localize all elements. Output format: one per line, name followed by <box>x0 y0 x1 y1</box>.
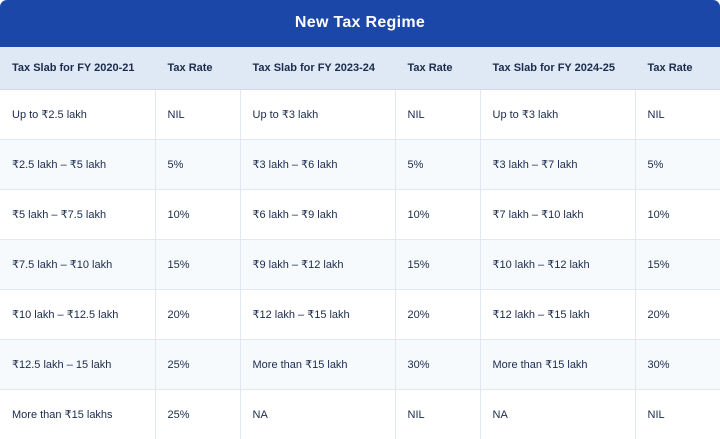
cell-slab-2024-25: ₹12 lakh – ₹15 lakh <box>480 290 635 340</box>
cell-rate-2020-21: 25% <box>155 340 240 390</box>
table-row <box>0 290 720 340</box>
cell-rate-2020-21: 15% <box>155 240 240 290</box>
cell-rate-2024-25: NIL <box>635 90 720 140</box>
column-header-slab-2024-25: Tax Slab for FY 2024-25 <box>480 47 635 90</box>
cell-slab-2020-21: ₹5 lakh – ₹7.5 lakh <box>0 190 155 240</box>
table-body <box>0 90 720 439</box>
cell-slab-2023-24: ₹3 lakh – ₹6 lakh <box>240 140 395 190</box>
cell-rate-2024-25: 20% <box>635 290 720 340</box>
cell-slab-2023-24: ₹6 lakh – ₹9 lakh <box>240 190 395 240</box>
cell-slab-2024-25: Up to ₹3 lakh <box>480 90 635 140</box>
cell-slab-2023-24: More than ₹15 lakh <box>240 340 395 390</box>
cell-rate-2020-21: 25% <box>155 390 240 439</box>
cell-rate-2023-24: NIL <box>395 90 480 140</box>
tax-table <box>0 47 720 439</box>
table-row <box>0 390 720 439</box>
cell-slab-2020-21: ₹2.5 lakh – ₹5 lakh <box>0 140 155 190</box>
cell-slab-2024-25: ₹7 lakh – ₹10 lakh <box>480 190 635 240</box>
cell-slab-2020-21: Up to ₹2.5 lakh <box>0 90 155 140</box>
column-header-slab-2020-21: Tax Slab for FY 2020-21 <box>0 47 155 90</box>
cell-rate-2024-25: 15% <box>635 240 720 290</box>
cell-rate-2024-25: 30% <box>635 340 720 390</box>
cell-rate-2020-21: 10% <box>155 190 240 240</box>
table-row <box>0 240 720 290</box>
column-header-rate-2024-25: Tax Rate <box>635 47 720 90</box>
page-title: New Tax Regime <box>0 0 720 47</box>
column-header-rate-2020-21: Tax Rate <box>155 47 240 90</box>
cell-slab-2024-25: ₹3 lakh – ₹7 lakh <box>480 140 635 190</box>
cell-slab-2020-21: More than ₹15 lakhs <box>0 390 155 439</box>
cell-rate-2023-24: 15% <box>395 240 480 290</box>
column-header-slab-2023-24: Tax Slab for FY 2023-24 <box>240 47 395 90</box>
cell-slab-2020-21: ₹7.5 lakh – ₹10 lakh <box>0 240 155 290</box>
table-header <box>0 47 720 90</box>
cell-slab-2023-24: NA <box>240 390 395 439</box>
cell-slab-2023-24: Up to ₹3 lakh <box>240 90 395 140</box>
cell-rate-2024-25: 10% <box>635 190 720 240</box>
table-row <box>0 190 720 240</box>
cell-rate-2020-21: 20% <box>155 290 240 340</box>
table-row <box>0 90 720 140</box>
cell-slab-2023-24: ₹12 lakh – ₹15 lakh <box>240 290 395 340</box>
cell-rate-2023-24: NIL <box>395 390 480 439</box>
cell-rate-2023-24: 30% <box>395 340 480 390</box>
cell-rate-2020-21: 5% <box>155 140 240 190</box>
cell-slab-2023-24: ₹9 lakh – ₹12 lakh <box>240 240 395 290</box>
cell-rate-2020-21: NIL <box>155 90 240 140</box>
cell-rate-2024-25: NIL <box>635 390 720 439</box>
cell-rate-2023-24: 10% <box>395 190 480 240</box>
table-header-row <box>0 47 720 90</box>
cell-rate-2024-25: 5% <box>635 140 720 190</box>
cell-slab-2020-21: ₹12.5 lakh – 15 lakh <box>0 340 155 390</box>
table-row <box>0 340 720 390</box>
cell-slab-2024-25: ₹10 lakh – ₹12 lakh <box>480 240 635 290</box>
cell-slab-2024-25: More than ₹15 lakh <box>480 340 635 390</box>
cell-slab-2020-21: ₹10 lakh – ₹12.5 lakh <box>0 290 155 340</box>
table-row <box>0 140 720 190</box>
cell-rate-2023-24: 20% <box>395 290 480 340</box>
cell-slab-2024-25: NA <box>480 390 635 439</box>
cell-rate-2023-24: 5% <box>395 140 480 190</box>
column-header-rate-2023-24: Tax Rate <box>395 47 480 90</box>
